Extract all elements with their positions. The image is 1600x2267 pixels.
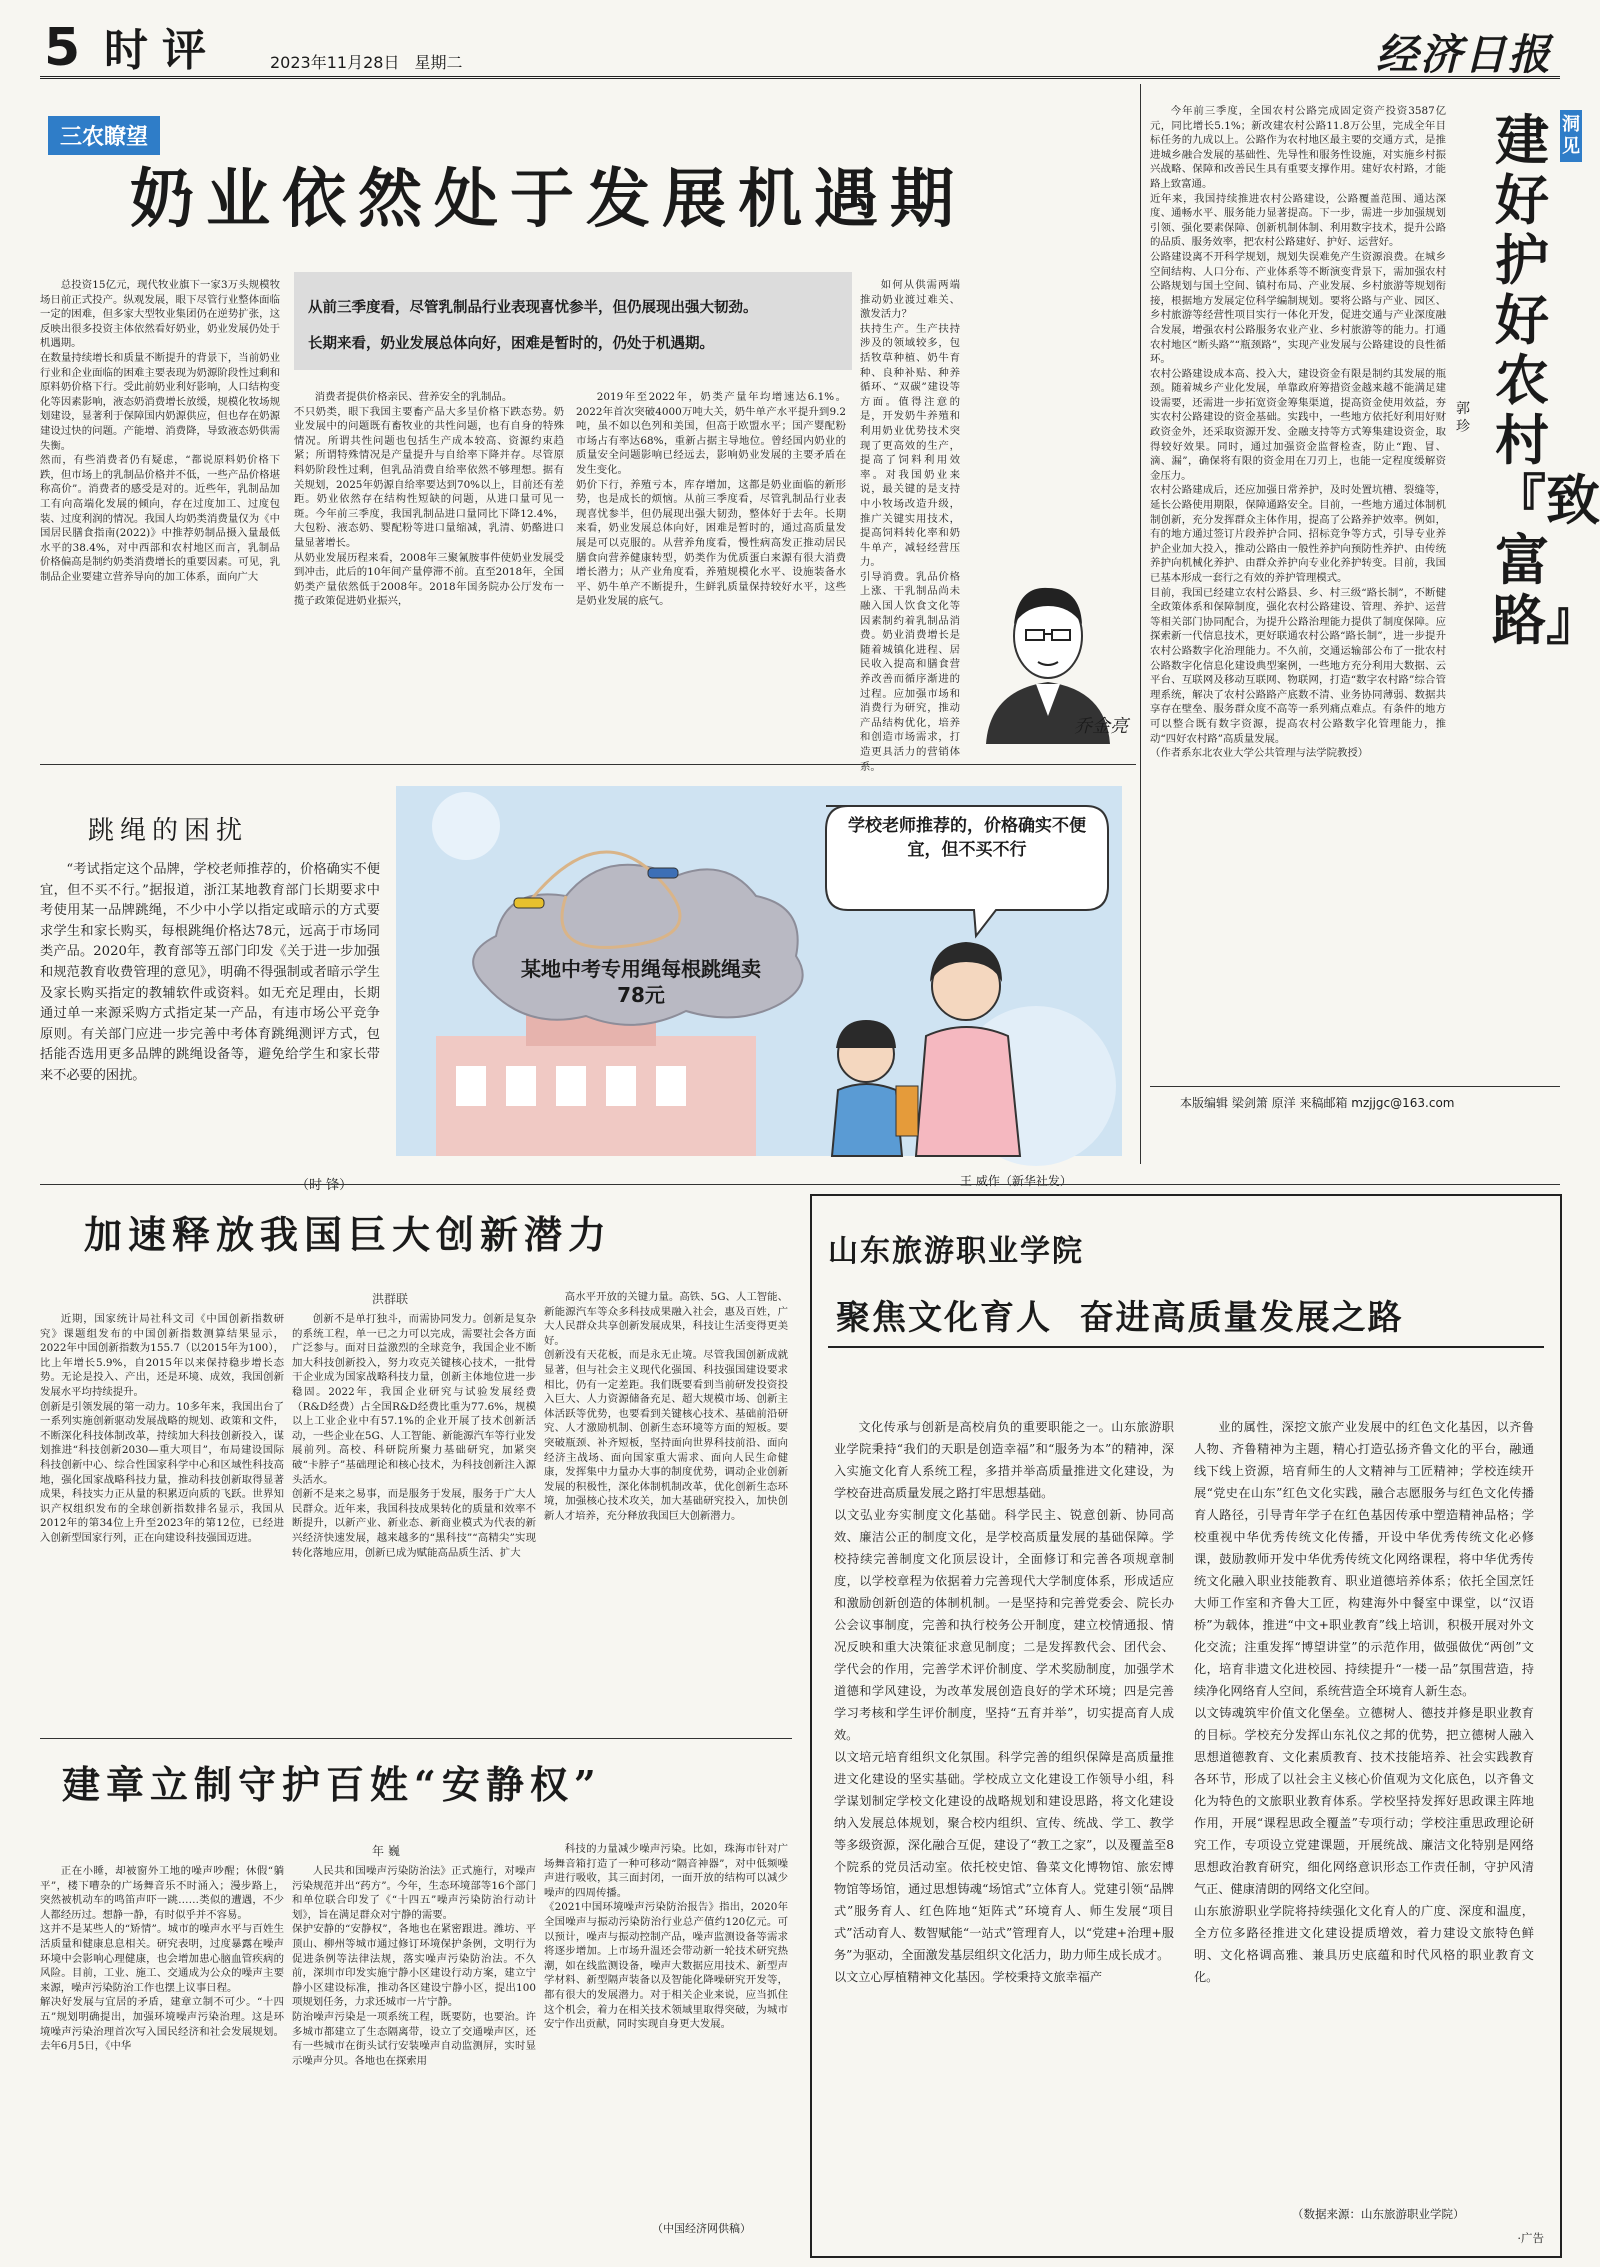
ad-col2: 业的属性，深挖文旅产业发展中的红色文化基因，以齐鲁人物、齐鲁精神为主题，精心打造弘扬齐鲁文化的平台，融通线下线上资源，培育师生的人文精神与工匠精神；学校连续开展“党史在山东”红色文化实践，融合志愿服务与红色文化传播育人路径，引导青年学子在红色基因传承中塑造精神品格；学校重视中华优秀传统文化传播，开设中华优秀传统文化必修课，鼓励教师开发中华优秀传统文化网络课程，将中华优秀传统文化融入职业技能教育、职业道德培养体系；依托全国烹饪大师工作室和齐鲁大工匠，构建海外中餐室中课堂，以“汉语桥”为载体，推进“中文+职业教育”线上培训，积极开展对外文化交流；注重发挥“博望讲堂”的示范作用，做强做优“两创”文化，培育非遗文化进校园、持续提升“一楼一品”氛围营造，持续净化网络育人空间，系统营造全环境育人新生态。 以文铸魂筑牢价值文化堡垒。立德树人、德技并修是职业教育的目标。学校充分发挥山东礼仪之邦的优势，把立德树人融入思想道德教育、文化素质教育、技术技能培养、社会实践教育各环节，形成了以社会主义核心价值观为文化底色，以齐鲁文化为特色的文旅职业教育体系。学校坚持发挥好思政课主阵地作用，开展“课程思政全覆盖”专项行动；学校注重思政理论研究工作，专项设立党建课题，开展统战、廉洁文化特别是网络思想政治教育研究，细化网络意识形态工作责任制，守护风清气正、健康清朗的网络文化空间。 山东旅游职业学院将持续强化文化育人的广度、深度和温度，全方位多路径推进文化建设提质增效，着力建设文旅特色鲜明、文化格调高雅、兼具历史底蕴和时代风格的职业教育文化。	[1194, 1420, 1534, 1984]
right-column-body-lower	[1150, 430, 1560, 1080]
innovation-author: 洪群联	[372, 1292, 409, 1306]
cartoon-body: “考试指定这个品牌，学校老师推荐的，价格确实不便宜，但不买不行。”据报道，浙江某地教育部门长期要求中考使用某一品牌跳绳，不少中小学以指定或暗示的方式要求学生和家长购买，每根跳绳价格达78元，远高于市场同类产品。2020年，教育部等五部门印发《关于进一步加强和规范教育收费管理的意见》，明确不得强制或者暗示学生及家长购买指定的教辅软件或资料。如无充足理由，长期通过单一来源采购方式指定某一产品，有违市场公平竞争原则。有关部门应进一步完善中考体育跳绳测评方式，包括能否选用更多品牌的跳绳设备等，避免给学生和家长带来不必要的困扰。	[40, 862, 380, 1083]
cartoon-cloud-sign: 某地中考专用绳每根跳绳卖78元	[521, 957, 761, 1007]
column-tag: 三农瞭望	[48, 116, 160, 155]
author-signature: 乔金亮	[1074, 716, 1128, 737]
mid-page-rule	[40, 1184, 1560, 1185]
cartoon-speech-bubble: 学校老师推荐的，价格确实不便宜，但不买不行	[848, 816, 1086, 860]
right-column-divider	[1140, 84, 1141, 1164]
noise-author: 年 巍	[372, 1844, 400, 1858]
author-portrait	[966, 566, 1130, 744]
ad-title: 聚焦文化育人 奋进高质量发展之路	[836, 1298, 1404, 1338]
noise-title: 建章立制守护百姓“安静权”	[62, 1762, 602, 1807]
top-article-bottom-rule	[40, 764, 1136, 765]
innovation-title: 加速释放我国巨大创新潜力	[84, 1212, 613, 1257]
pull-quote-2: 长期来看，奶业发展总体向好，困难是暂时的，仍处于机遇期。	[308, 336, 714, 352]
weekday: 星期二	[414, 53, 463, 72]
ad-col1: 文化传承与创新是高校肩负的重要职能之一。山东旅游职业学院秉持“我们的天职是创造幸福”和“服务为本”的精神，深入实施文化育人系统工程，多措并举高质量推进文化建设，为学校奋进高质量发展之路打牢思想基础。 以文弘业夯实制度文化基础。科学民主、锐意创新、协同高效、廉洁公正的制度文化，是学校高质量发展的基础保障。学校持续完善制度文化顶层设计，全面修订和完善各项规章制度，以学校章程为依据着力完善现代大学制度体系，形成适应和激励创新创造的体制机制。一是坚持和完善党委会、院长办公会议事制度，完善和执行校务公开制度，建立校情通报、情况反映和重大决策征求意见制度；二是发挥教代会、团代会、学代会的作用，完善学术评价制度、学术奖励制度，加强学术道德和学风建设，为改革发展创造良好的学术环境；四是完善学习考核和学生评价制度，坚持“五育并举”，切实提高育人成效。 以文培元培育组织文化氛围。科学完善的组织保障是高质量推进文化建设的坚实基础。学校成立文化建设工作领导小组，科学谋划制定学校文化建设的战略规划和建设思路，将文化建设纳入发展总体规划，聚合校内组织、宣传、统战、学工、教学等多级资源，深化融合互促，建设了“教工之家”，以及覆盖至8个院系的党员活动室。依托校史馆、鲁菜文化博物馆、旅宏博物馆等场馆，通过思想铸魂“场馆式”立体育人。党建引领“品牌式”服务育人、红色阵地“矩阵式”环境育人、师生发展“项目式”活动育人、数智赋能“一站式”管理育人，以“党建+治理+服务”为驱动，全面激发基层组织文化活力，助力师生成长成才。 以文立心厚植精神文化基因。学校秉持文旅幸福产	[834, 1420, 1174, 1984]
advert-box	[810, 1194, 1562, 2258]
top-article-col1: 总投资15亿元，现代牧业旗下一家3万头规模牧场日前正式投产。纵观发展，眼下尽管行业整体面临一定的困难，但多家大型牧业集团仍在逆势扩张，这反映出很多投资主体依然看好奶业，奶业发展仍处于机遇期。 在数量持续增长和质量不断提升的背景下，当前奶业行业和企业面临的困难主要表现为奶源阶段性过剩和原料奶价格下行。受此前奶业利好影响，人口结构变化等因素影响，液态奶消费增长放缓，规模化牧场规划建设，显著利于保障国内奶源供应，但也存在奶源建设过快的问题。产能增、消费降，导致液态奶供需失衡。 然而，有些消费者仍有疑虑，“都说原料奶价格下跌，但市场上的乳制品价格并不低，一些产品价格堪称高价”。消费者的感受是对的。近些年，乳制品加工有向高端化发展的倾向，存在过度加工、过度包装、过度利润的情况。我国人均奶类消费量仅为《中国居民膳食指南(2022)》中推荐奶制品摄入量最低水平的38.4%，对中西部和农村地区而言，乳制品价格偏高是制约奶类消费增长的重要因素。可见，乳制品企业要建立营养导向的加工体系，面向广大	[40, 279, 280, 583]
noise-col2: 人民共和国噪声污染防治法》正式施行，对噪声污染规范并出“药方”。今年，生态环境部等16个部门和单位联合印发了《“十四五”噪声污染防治行动计划》，旨在满足群众对宁静的需要。 保护安静的“安静权”，各地也在紧密跟进。潍坊、平顶山、柳州等城市通过修订环境保护条例，文明行为促进条例等法律法规，落实噪声污染防治法。不久前，深圳市印发实施宁静小区建设行动方案，建立宁静小区建设标准，推动各区建设宁静小区，提出100项规划任务，力求还城市一片宁静。 防治噪声污染是一项系统工程，既要防，也要治。许多城市都建立了生态隔离带，设立了交通噪声区，还有一些城市在街头试行安装噪声自动监测屏，实时显示噪声分贝。各地也在探索用	[292, 1865, 536, 2067]
page-number: 5	[44, 18, 81, 78]
innovation-col3: 高水平开放的关键力量。高铁、5G、人工智能、新能源汽车等众多科技成果融入社会，惠及百姓，广大人民群众共享创新发展成果，科技让生活变得更美好。 创新没有天花板，而是永无止境。尽管我国创新成就显著，但与社会主义现代化强国、科技强国建设要求相比，仍有一定差距。我们既要看到当前研发投资投入巨大、人力资源储备充足、超大规模市场、创新主体活跃等优势，也要看到关键核心技术、基础前沿研究、人才激励机制、创新生态环境等方面的短板。要突破瓶颈、补齐短板，坚持面向世界科技前沿、面向经济主战场、面向国家重大需求、面向人民生命健康，发挥集中力量办大事的制度优势，调动企业创新发展的积极性，深化体制机制改革，优化创新生态环境，加强核心技术攻关，加大基础研究投入，加快创新人才培养，充分释放我国巨大创新潜力。	[544, 1291, 788, 1522]
cartoon-author: （时 锋）	[296, 1178, 353, 1193]
right-column-tag: 洞见	[1560, 110, 1582, 162]
editor-rule	[1150, 1086, 1560, 1087]
top-article-title: 奶业依然处于发展机遇期	[130, 162, 966, 237]
innovation-col2: 创新不是单打独斗，而需协同发力。创新是复杂的系统工程，单一已之力可以完成，需要社会各方面广泛参与。面对日益激烈的全球竞争，我国企业不断加大科技创新投入，努力攻克关键核心技术，一批骨干企业成为国家战略科技力量，创新主体地位进一步稳固。2022年，我国企业研究与试验发展经费（R&D经费）占全国R&D经费比重为77.6%，规模以上工业企业中有57.1%的企业开展了技术创新活动，一些企业在5G、人工智能、新能源汽车等行业发展前列。高校、科研院所聚力基础研究，加紧突破“卡脖子”基础理论和核心技术，为科技创新注入源头活水。 创新不是来之易事，而是服务于发展，服务于广大人民群众。近年来，我国科技成果转化的质量和效率不断提升，以新产业、新业态、新商业模式为代表的新兴经济快速发展，越来越多的“黑科技”“高精尖”实现转化落地应用，创新已成为赋能高品质生活、扩大	[292, 1313, 536, 1559]
issue-date	[270, 50, 463, 73]
masthead-logo: 经济日报	[1375, 30, 1552, 79]
header-rule	[40, 76, 1560, 79]
right-column-author: 郭 珍	[1456, 401, 1470, 435]
editors-line: 本版编辑 梁剑箫 原洋 来稿邮箱 mzjjgc@163.com	[1180, 1096, 1455, 1110]
cartoon-credit: 王 威作（新华社发）	[960, 1174, 1072, 1188]
noise-col3: 科技的力量减少噪声污染。比如，珠海市针对广场舞音箱打造了一种可移动“隔音神器”，对中低频噪声进行吸收，其三面封闭，一面开放的结构可以减少噪声的四周传播。 《2021中国环境噪声污染防治报告》指出，2020年全国噪声与振动污染防治行业总产值约120亿元。可以预计，噪声与振动控制产品，噪声监测设备等需求将逐步增加。上市场升温还会带动新一轮技术研究热潮，如在线监测设备，噪声大数据应用技术、新型声学材料、新型隔声装备以及智能化降噪研究开发等，都有很大的发展潜力。对于相关企业来说，应当抓住这个机会，着力在相关技术领域里取得突破，为城市安宁作出贡献，同时实现自身更大发展。	[544, 1843, 788, 2031]
pull-quote-1: 从前三季度看，尽管乳制品行业表现喜忧参半，但仍展现出强大韧劲。	[308, 300, 758, 316]
section-name: 时评	[104, 25, 220, 76]
pull-quote-box	[294, 272, 852, 370]
innovation-col1: 近期，国家统计局社科文司《中国创新指数研究》课题组发布的中国创新指数测算结果显示，2022年中国创新指数为155.7（以2015年为100），比上年增长5.9%，自2015年以来保持稳步增长态势。无论是投入、产出，还是环境、成效，我国创新发展水平均持续提升。 创新是引领发展的第一动力。10多年来，我国出台了一系列实施创新驱动发展战略的规划、政策和文件，不断深化科技体制改革，持续加大科技创新投入，谋划推进“科技创新2030—重大项目”，布局建设国际科技创新中心、综合性国家科学中心和区域性科技高地，强化国家战略科技力量，推动科技创新取得显著成果，科技实力正从量的积累迈向质的飞跃。世界知识产权组织发布的全球创新指数排名显示，我国从2012年的第34位上升至2023年的第12位，已经进入创新型国家行列，正在向建设科技强国迈进。	[40, 1313, 284, 1544]
ad-title-rule	[828, 1346, 1544, 1348]
cartoon-title: 跳绳的困扰	[88, 816, 249, 846]
noise-col1: 正在小睡，却被窗外工地的噪声吵醒；休假“躺平”，楼下嘈杂的广场舞音乐不时涌入；漫步路上，突然被机动车的鸣笛声吓一跳……类似的遭遇，不少人都经历过。想静一静，有时似乎并不容易。 这并不是某些人的“矫情”。城市的噪声水平与百姓生活质量和健康息息相关。研究表明，过度暴露在噪声环境中会影响心理健康，也会增加患心脑血管疾病的风险。目前，工业、施工、交通成为公众的噪声主要来源，噪声污染防治工作也摆上议事日程。 解决好发展与宜居的矛盾，建章立制不可少。“十四五”规划明确提出，加强环境噪声污染治理。这是环境噪声污染治理首次写入国民经济和社会发展规划。去年6月5日，《中华	[40, 1865, 284, 2053]
top-article-col4: 如何从供需两端推动奶业渡过难关、激发活力？ 扶持生产。生产扶持涉及的领域较多，包括牧草种植、奶牛育种、良种补贴、种养循环、“双碳”建设等方面。值得注意的是，开发奶牛养殖和利用奶业优势技术突现了更高效的生产，提高了饲料利用效率。对我国奶业来说，最关键的是支持中小牧场改造升级，推广关键实用技术，提高饲料转化率和奶牛单产，减轻经营压力。 引导消费。乳品价格上涨、干乳制品尚未融入国人饮食文化等因素制约着乳制品消费。奶业消费增长是随着城镇化进程、居民收入提高和膳食营养改善而循序渐进的过程。应加强市场和消费行为研究，推动产品结构优化，培养和创造市场需求，打造更具活力的营销体系。	[860, 279, 960, 773]
ad-mark: ·广告	[1517, 2231, 1544, 2245]
right-column-title: 建好护好农村『致富路』	[1492, 108, 1600, 652]
right-column-body: 今年前三季度，全国农村公路完成固定资产投资3587亿元，同比增长5.1%；新改建农村公路11.8万公里，完成全年目标任务的九成以上。公路作为农村地区最主要的交通方式，是推进城乡融合发展的基础性、先导性和服务性设施，对实施乡村振兴战略、保障和改善民生具有重要支撑作用。建好农村路，才能路上致富通。 近年来，我国持续推进农村公路建设，公路覆盖范围、通达深度、通畅水平、服务能力显著提高。下一步，需进一步加强规划引领、强化要素保障、创新机制体制、利用数字技术，提升公路的品质、服务效率，把农村公路建好、护好、运营好。 公路建设离不开科学规划，规划失误难免产生资源浪费。在城乡空间结构、人口分布、产业体系等不断演变背景下，需加强农村公路规划与国土空间、镇村布局、产业发展、乡村旅游等规划衔接，根据地方发展定位科学编制规划。要将公路与产业、园区、乡村旅游等经营性项目实行一体化开发，促进交通与产业深度融合发展，增强农村公路服务农业产业、乡村旅游等的能力。打通农村地区“断头路”“瓶颈路”，实现产业发展与公路建设的良性循环。 农村公路建设成本高、投入大，建设资金有限是制约其发展的瓶颈。随着城乡产业化发展，单靠政府筹措资金越来越不能满足建设需要，还需进一步拓宽资金筹集渠道，提高资金使用效益，夯实农村公路建设的资金基础。实践中，一些地方依托好利用好财政资金外，还采取资源开发、金融支持等方式筹集建设资金，取得较好效果。同时，通过加强资金监督检查，防止“跑、冒、滴、漏”，确保将有限的资金用在刀刃上，也能一定程度缓解资金压力。 农村公路建成后，还应加强日常养护，及时处置坑槽、裂缝等，延长公路使用期限，保障通路安全。目前，一些地方通过体制机制创新，充分发挥群众主体作用，提高了公路养护效率。例如，有的地方通过签订片段养护合同、招标竞争等方式，引导专业养护企业加大投入，推动公路由一般性养护向预防性养护、由传统养护向机械化养护、由群众养护向专业化养护转变。目前，我国已基本形成一套行之有效的养护管理模式。 目前，我国已经建立农村公路县、乡、村三级“路长制”，不断健全政策体系和保障制度，强化农村公路建设、管理、养护、运营等相关部门协同配合，为提升公路治理能力提供了制度保障。应探索新一代信息技术，更好联通农村公路“路长制”，进一步提升农村公路数字化治理能力。不久前，交通运输部公布了一批农村公路数字化信息化建设典型案例，一些地方充分利用大数据、云平台、互联网及移动互联网、物联网，打造“数字农村路”综合管理系统，解决了农村公路路产底数不清、业务协同薄弱、数据共享存在壁垒、服务群众度不高等一系列痛点难点。有条件的地方可以整合既有数字资源，提高农村公路数字化管理能力，推动“四好农村路”高质量发展。 （作者系东北农业大学公共管理与法学院教授）	[1150, 105, 1446, 760]
innovation-bottom-rule	[40, 1738, 792, 1739]
cartoon-image	[396, 786, 1122, 1156]
date: 2023年11月28日	[270, 53, 400, 72]
ad-school-name: 山东旅游职业学院	[828, 1234, 1084, 1269]
ad-source: （数据来源：山东旅游职业学院）	[1292, 2207, 1465, 2221]
top-article-col2: 消费者提供价格亲民、营养安全的乳制品。 不只奶类，眼下我国主要畜产品大多呈价格下跌态势。奶业发展中的问题既有畜牧业的共性问题，也有自身的特殊情况。所谓共性问题也包括生产成本较高、资源约束趋紧；所谓特殊情况是产量提升与自给率下降并存。尽管原料奶阶段性过剩，但乳品消费自给率依然不够理想。据有关规划，2025年奶源自给率要达到70%以上，目前还有差距。奶业依然存在结构性短缺的问题，从进口量可见一斑。今年前三季度，我国乳制品进口量同比下降12.4%，大包粉、液态奶、婴配粉等进口量缩减，乳清、奶酪进口量显著增长。 从奶业发展历程来看，2008年三聚氰胺事件使奶业发展受到冲击，此后的10年间产量停滞不前。直至2018年，全国奶类产量依然低于2008年。2018年国务院办公厅发布一揽子政策促进奶业振兴，	[294, 391, 564, 608]
top-article-col3: 2019年至2022年，奶类产量年均增速达6.1%。2022年首次突破4000万吨大关，奶牛单产水平提升到9.2吨，虽不如以色列和美国，但高于欧盟水平；国产婴配粉市场占有率达68%，重新占据主导地位。曾经国内奶业的质量安全问题影响已经远去，影响奶业发展的主要矛盾在发生变化。 奶价下行，养殖亏本，库存增加，这都是奶业面临的新形势，也是成长的烦恼。从前三季度看，尽管乳制品行业表现喜忧参半，但仍展现出强大韧劲，整体好于去年。长期来看，奶业发展总体向好，困难是暂时的，通过高质量发展是可以克服的。从营养角度看，慢性病高发正推动居民膳食向营养健康转型，奶类作为优质蛋白来源有很大消费增长潜力；从产业角度看，养殖规模化水平、设施装备水平、奶牛单产不断提升，生鲜乳质量保持较好水平，这些是奶业发展的底气。	[576, 391, 846, 608]
noise-source: （中国经济网供稿）	[652, 2222, 751, 2235]
